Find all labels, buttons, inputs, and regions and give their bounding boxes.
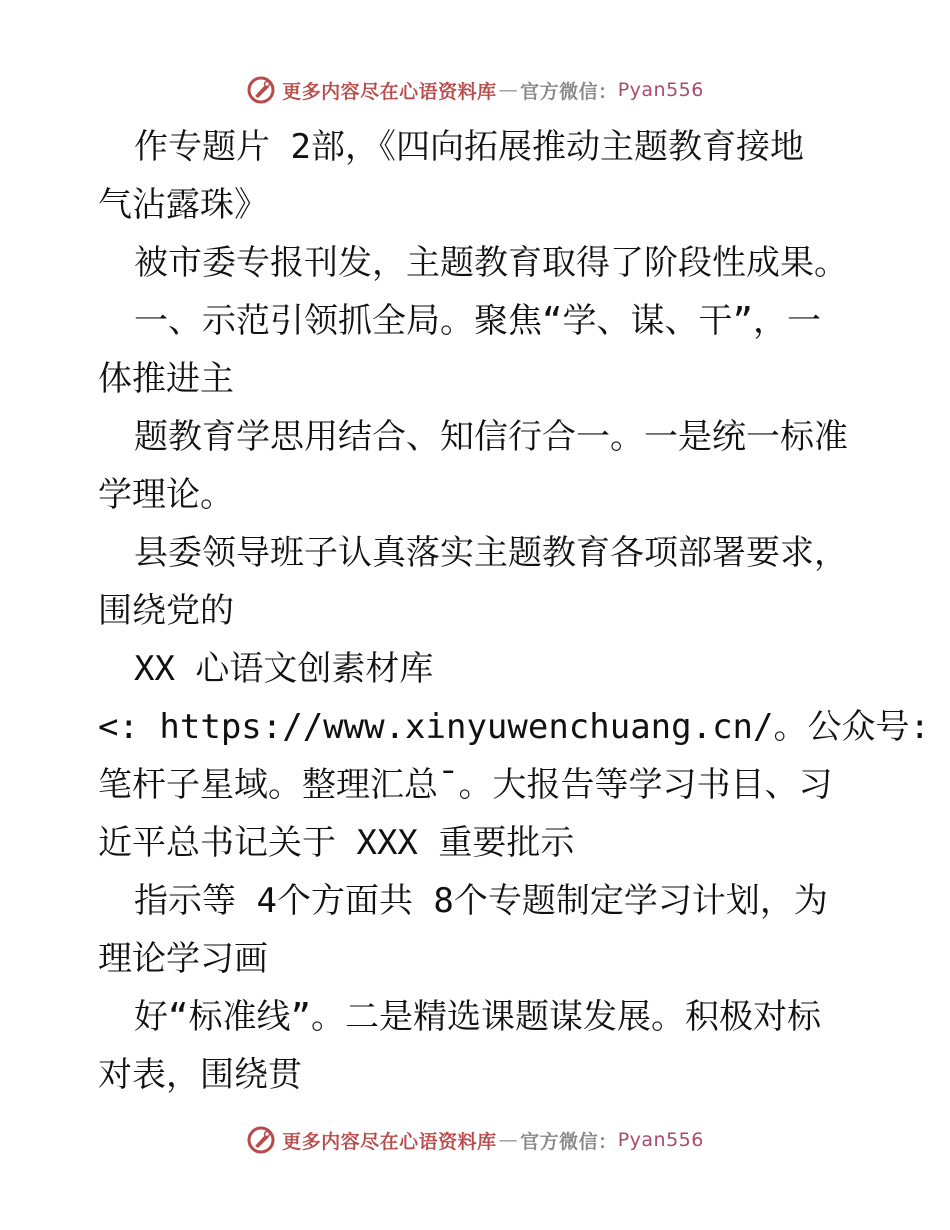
text-line: 县委领导班子认真落实主题教育各项部署要求， [134, 533, 848, 573]
text-line: 被市委专报刊发，主题教育取得了阶段性成果。 [134, 243, 848, 283]
header-watermark [0, 70, 950, 110]
text-line: <: https://www.xinyuwenchuang.cn/。公众号: [98, 707, 930, 747]
text-line: 对表，围绕贯 [98, 1055, 302, 1095]
text-line: 理论学习画 [98, 939, 268, 979]
watermark-text: 更多内容尽在心语资料库 [282, 1130, 497, 1153]
watermark-separator: — [498, 1129, 519, 1151]
text-line: 指示等 4个方面共 8个专题制定学习计划，为 [134, 881, 828, 921]
pen-logo-icon [246, 75, 276, 105]
text-line: 笔杆子星域。整理汇总¯。大报告等学习书目、习 [98, 765, 833, 805]
watermark-wechat-id: Pyan556 [617, 79, 704, 101]
watermark-wechat-label: 官方微信： [520, 80, 618, 103]
watermark-text: 更多内容尽在心语资料库 [282, 80, 497, 103]
text-line: XX 心语文创素材库 [134, 649, 434, 689]
text-line: 好“标准线”。二是精选课题谋发展。积极对标 [134, 997, 821, 1037]
document-body [98, 118, 930, 1104]
text-line: 一、示范引领抓全局。聚焦“学、谋、干”，一 [134, 301, 821, 341]
watermark-separator: — [498, 79, 519, 101]
text-line: 学理论。 [98, 475, 234, 515]
text-line: 近平总书记关于 XXX 重要批示 [98, 823, 575, 863]
text-line: 气沾露珠》 [98, 185, 268, 225]
text-line: 题教育学思用结合、知信行合一。一是统一标准 [134, 417, 848, 457]
pen-logo-icon [246, 1125, 276, 1155]
watermark-wechat-id: Pyan556 [617, 1129, 704, 1151]
watermark-wechat-label: 官方微信： [520, 1130, 618, 1153]
footer-watermark [0, 1120, 950, 1160]
text-line: 围绕党的 [98, 591, 234, 631]
text-line: 作专题片 2部，《四向拓展推动主题教育接地 [134, 127, 804, 167]
text-line: 体推进主 [98, 359, 234, 399]
